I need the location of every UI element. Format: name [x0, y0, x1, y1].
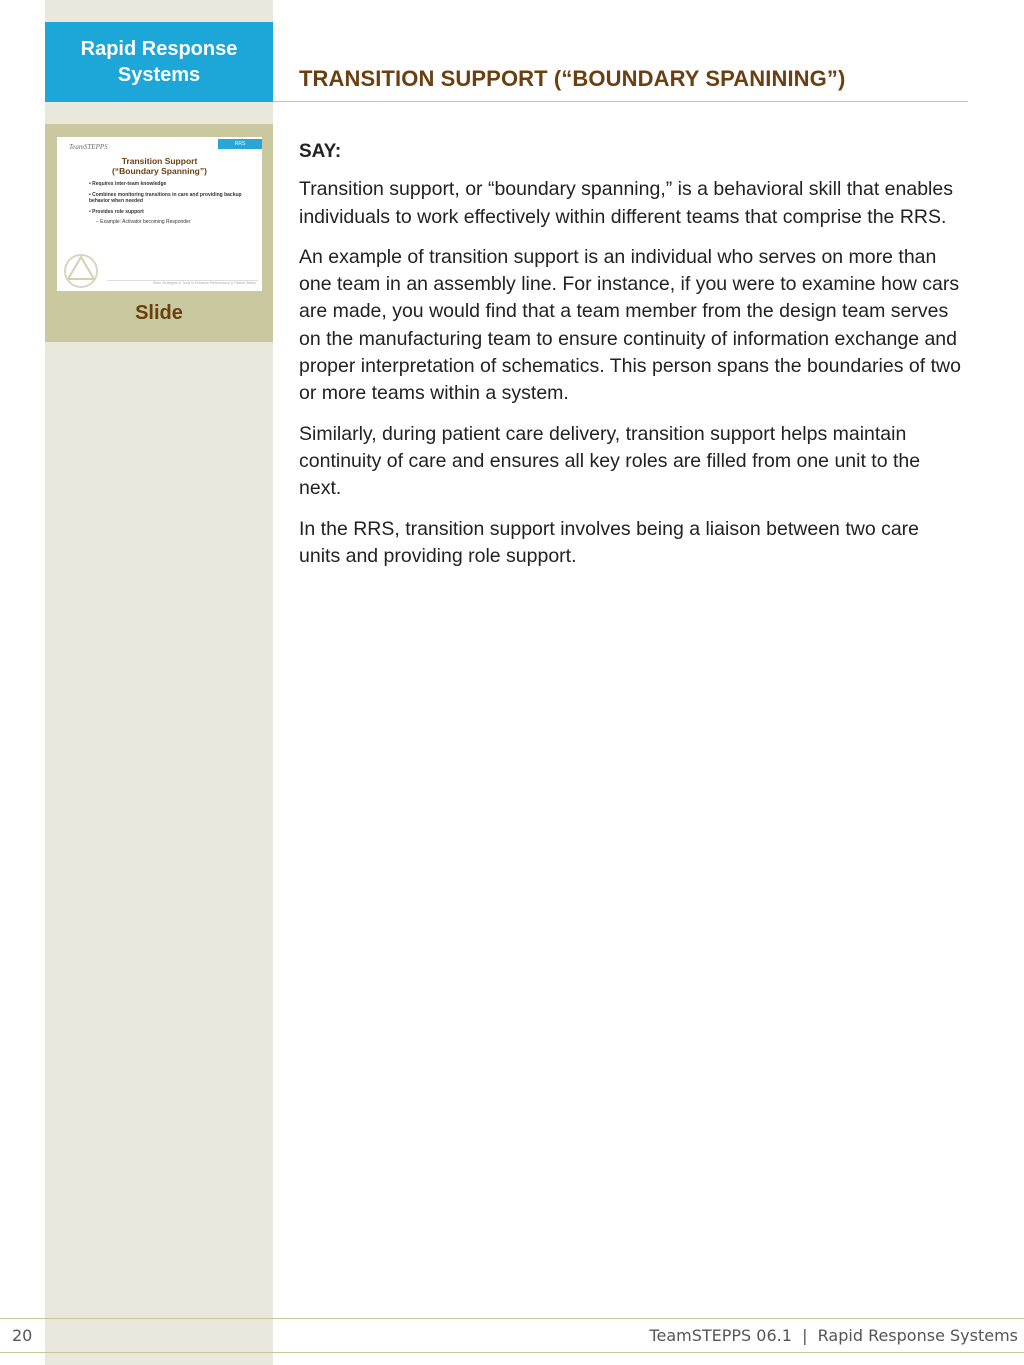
- section-tab-line-2: Systems: [117, 64, 201, 86]
- paragraph: Transition support, or “boundary spanning,” is a behavioral skill that enables individuals to work effectively within different teams that comprise the RRS.: [299, 178, 953, 228]
- paragraph: In the RRS, transition support involves being a liaison between two care units and providing role support.: [299, 517, 920, 567]
- thumbnail-bullets: [89, 181, 259, 230]
- paragraph: An example of transition support is an individual who serves on more than one team in an assembly line. For instance, if you were to examine how cars are made, you would find that a team member from the design team serves on the manufacturing team to ensure continuity of information exchange and proper interpretation of schematics. This person spans the boundaries of two or more teams within a system.: [299, 245, 961, 405]
- page-number: 20: [12, 1326, 33, 1345]
- thumbnail-title: [57, 156, 262, 176]
- triangle-emblem-icon: [61, 249, 101, 289]
- section-tab: [45, 22, 273, 102]
- thumbnail-bullet-text: Combines monitoring transitions in care and providing backup behavior when needed: [89, 191, 242, 204]
- thumbnail-bullet: • Provides role support: [89, 208, 144, 215]
- section-tab-line-1: Rapid Response: [80, 38, 238, 60]
- paragraph: Similarly, during patient care delivery, transition support helps maintain continuity of care and ensures all key roles are filled from one unit to the next.: [299, 422, 921, 500]
- thumbnail-title-line-1: Transition Support: [121, 156, 198, 166]
- thumbnail-bullet: • Combines monitoring transitions in care and providing backup behavior when needed: [89, 191, 242, 204]
- notes-content: [299, 138, 965, 583]
- slide-label: Slide: [135, 302, 183, 324]
- footer-text: TeamSTEPPS 06.1 | Rapid Response Systems: [649, 1326, 1018, 1345]
- slide-thumbnail: [57, 137, 262, 291]
- footer-divider-top: [0, 1318, 1024, 1319]
- footer-divider-bottom: [0, 1352, 1024, 1353]
- thumbnail-badge: RRS: [218, 139, 262, 149]
- say-label: SAY:: [299, 141, 342, 162]
- title-divider: [273, 101, 968, 102]
- thumbnail-bullet: • Requires inter-team knowledge: [89, 181, 167, 187]
- thumbnail-footer: Team Strategies & Tools to Enhance Performance & Patient Safety: [152, 281, 256, 285]
- thumbnail-bullet-text: Provides role support: [92, 208, 144, 215]
- thumbnail-logo: TeamSTEPPS: [69, 143, 108, 151]
- page-title: TRANSITION SUPPORT (“BOUNDARY SPANINING”): [299, 66, 846, 91]
- thumbnail-title-line-2: (“Boundary Spanning”): [112, 166, 207, 176]
- thumbnail-sub-bullet: – Example: Activator becoming Responder: [96, 219, 191, 225]
- thumbnail-bullet-text: Requires inter-team knowledge: [92, 181, 167, 187]
